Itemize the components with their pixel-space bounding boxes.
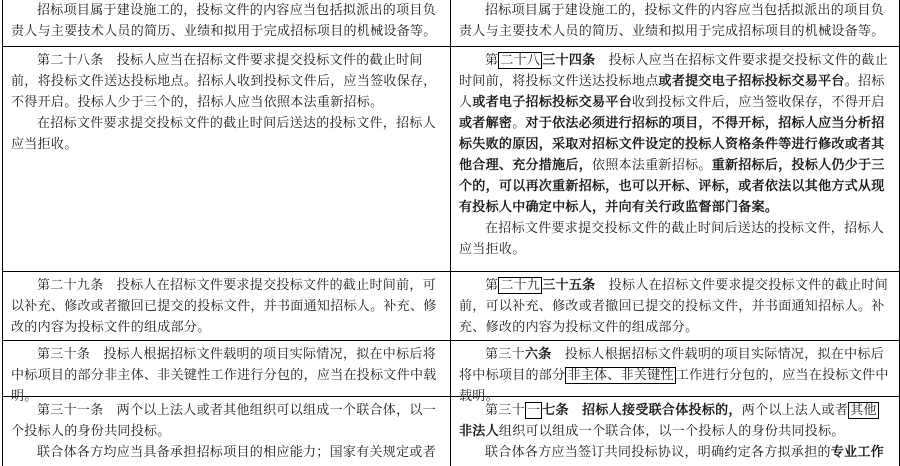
text-segment: 收到投标文件后，应当签收保存，不得开启 xyxy=(631,95,885,110)
left-article-31-para2: 联合体各方均应当具备承担招标项目的相应能力；国家有关规定或者 xyxy=(37,445,437,460)
added-text: 或者提交电子招标投标交易平台 xyxy=(658,74,845,89)
deleted-text-box: 其他 xyxy=(850,403,877,418)
right-row-article-34 xyxy=(451,47,899,271)
added-text: 对于依法必须进行招标的项目，不得开标，招标人应当分析招标失败的原因，采取对招标文件设定的投标人资格条件等进行修改或者其他合理、充分措施后， xyxy=(459,116,885,173)
left-article-28-para2: 在招标文件要求提交投标文件的截止时间后送达的投标文件，招标人应当拒收。 xyxy=(11,116,437,152)
right-article-35-text xyxy=(459,275,891,338)
left-article-29-text: 第二十九条 投标人在招标文件要求提交投标文件的截止时间前，可以补充、修改或者撤回已提交的投标文件，并书面通知招标人。补充、修改的内容为投标文件的组成部分。 xyxy=(11,278,437,335)
text-segment: 。 xyxy=(512,116,526,131)
right-article-37-text xyxy=(459,400,891,442)
right-row0-text: 招标项目属于建设施工的，投标文件的内容应当包括拟派出的项目负责人与主要技术人员的简历、业绩和拟用于完成招标项目的机械设备等。 xyxy=(459,3,885,39)
new-article-number: 三十五条 xyxy=(542,278,596,293)
article-prefix: 第 xyxy=(485,278,499,293)
left-row-article-28 xyxy=(3,47,450,271)
text-segment: 投标人在招标文件要求提交投标文件的截止时间前，可以补充、修改或者撤回已提交的投标文件，并书面通知招标人。补充、修改的内容为投标文件的组成部分。 xyxy=(459,278,889,335)
deleted-number-box: 二十八 xyxy=(500,53,541,68)
added-text: 非法人 xyxy=(459,424,499,439)
left-article-30-text: 第三十条 投标人根据招标文件载明的项目实际情况，拟在中标后将中标项目的部分非主体、非关键性工作进行分包的，应当在投标文件中载明。 xyxy=(11,347,437,404)
left-article-28-text: 第二十八条 投标人应当在招标文件要求提交投标文件的截止时间前，将投标文件送达投标地点。招标人收到投标文件后，应当签收保存，不得开启。投标人少于三个的，招标人应当依照本法重新招标。 xyxy=(11,53,437,110)
amended-text-column xyxy=(451,0,899,466)
text-segment: 联合体各方应当签订共同投标协议，明确约定各方拟承担的 xyxy=(485,445,831,460)
right-article-34-text xyxy=(459,50,891,218)
left-row-article-30 xyxy=(3,341,450,404)
article-prefix: 第三十 xyxy=(485,403,525,418)
original-text-column xyxy=(3,0,450,466)
deleted-number-box: 一 xyxy=(526,403,541,418)
text-segment: 依照本法重新招标。 xyxy=(592,158,712,173)
added-text: 或者电子招标投标交易平台 xyxy=(472,95,632,110)
text-segment: 两个以上法人或者 xyxy=(741,403,849,418)
deleted-number-box: 二十九 xyxy=(500,278,541,293)
text-segment: 组织可以组成一个联合体，以一个投标人的身份共同投标。 xyxy=(498,424,845,439)
right-article-37-para2 xyxy=(459,442,891,463)
right-article-34-para2: 在招标文件要求提交投标文件的截止时间后送达的投标文件，招标人应当拒收。 xyxy=(459,221,885,257)
added-text: 招标人接受联合体投标的， xyxy=(568,403,742,418)
article-prefix: 第三十 xyxy=(485,347,525,362)
left-row0-text: 招标项目属于建设施工的，投标文件的内容应当包括拟派出的项目负责人与主要技术人员的简历、业绩和拟用于完成招标项目的机械设备等。 xyxy=(11,3,437,39)
text-segment: 投标人根据招标文件载明的项目实际情况，拟在中标后将中标项目的部分 xyxy=(459,347,885,383)
right-row-article-37 xyxy=(451,397,899,466)
deleted-text-box: 非主体、非关键性 xyxy=(567,368,674,383)
text-segment: 投标人应当在招标文件要求提交投标文件的截止时间前，将投标文件送达投标地点 xyxy=(459,53,889,89)
right-row-article-36 xyxy=(451,341,899,404)
comparison-table xyxy=(2,0,900,466)
left-row-0 xyxy=(3,0,450,46)
left-row-article-31 xyxy=(3,397,450,466)
left-article-31-text: 第三十一条 两个以上法人或者其他组织可以组成一个联合体，以一个投标人的身份共同投标。 xyxy=(11,403,437,439)
new-article-number: 三十四条 xyxy=(542,53,596,68)
article-prefix: 第 xyxy=(485,53,499,68)
text-segment: 。招标人 xyxy=(459,74,885,110)
right-row-article-35 xyxy=(451,272,899,340)
right-row-0 xyxy=(451,0,899,46)
new-article-number: 七条 xyxy=(542,403,569,418)
text-segment: 工作进行分包的，应当在投标文件中载明。 xyxy=(459,368,889,404)
added-text: 或者解密 xyxy=(459,116,513,131)
left-row-article-29 xyxy=(3,272,450,340)
added-text: 重新招标后，投标人仍少于三个的，可以再次重新招标，也可以开标、评标，或者依法以其他方式从现有投标人中确定中标人，并向有关行政监督部门备案。 xyxy=(459,158,885,215)
added-text: 专业工作 xyxy=(830,445,885,460)
new-article-number: 六条 xyxy=(524,347,552,362)
